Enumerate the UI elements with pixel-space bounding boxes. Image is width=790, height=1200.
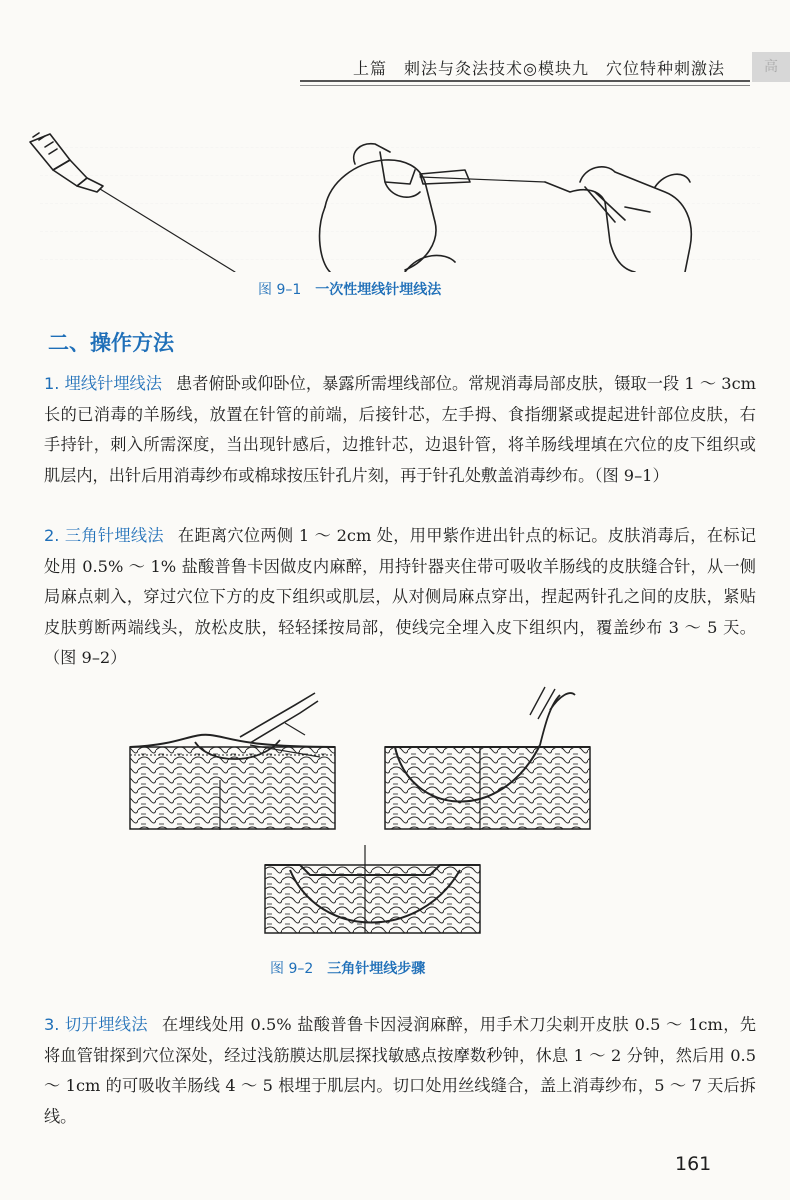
paragraph-text: 在埋线处用 0.5% 盐酸普鲁卡因浸润麻醉，用手术刀尖刺开皮肤 0.5 ～ 1cm，先将血管钳探到穴位深处，经过浅筋膜达肌层探找敏感点按摩数秒钟，休息 1 ～ 2 分钟，然后用 0.5 ～ 1cm 的可吸收羊肠线 4 ～ 5 根埋于肌层内。切口处用丝线缝合，盖上消毒纱布，5 ～ 7 天后拆线。 xyxy=(44,1015,757,1126)
page-number: 161 xyxy=(675,1153,712,1175)
figure-title: 一次性埋线针埋线法 xyxy=(315,282,442,298)
paragraph-lead: 1. 埋线针埋线法 xyxy=(44,374,163,393)
paragraph-lead: 2. 三角针埋线法 xyxy=(44,526,164,545)
paragraph-3 xyxy=(44,1010,756,1132)
figure-9-1-illustration xyxy=(25,112,745,272)
paragraph-1 xyxy=(44,369,756,491)
section-title: 二、操作方法 xyxy=(48,331,174,355)
paragraph-lead: 3. 切开埋线法 xyxy=(44,1015,148,1034)
figure-9-2-caption xyxy=(270,958,425,978)
header-rule xyxy=(300,80,750,82)
header-text: 上篇 刺法与灸法技术◎模块九 穴位特种刺激法 xyxy=(353,59,725,78)
figure-9-2-illustration xyxy=(120,685,720,945)
figure-9-1-caption xyxy=(258,279,441,299)
paragraph-text: 患者俯卧或仰卧位，暴露所需埋线部位。常规消毒局部皮肤，镊取一段 1 ～ 3cm 长的已消毒的羊肠线，放置在针管的前端，后接针芯，左手拇、食指绷紧或提起进针部位皮肤，右手持针，刺入所需深度，当出现针感后，边推针芯，边退针管，将羊肠线埋填在穴位的皮下组织或肌层内，出针后用消毒纱布或棉球按压针孔片刻，再于针孔处敷盖消毒纱布。（图 9–1） xyxy=(44,374,757,485)
paragraph-text: 在距离穴位两侧 1 ～ 2cm 处，用甲紫作进出针点的标记。皮肤消毒后，在标记处用 0.5% ～ 1% 盐酸普鲁卡因做皮内麻醉，用持针器夹住带可吸收羊肠线的皮肤缝合针，从一侧局麻点刺入，穿过穴位下方的皮下组织或肌层，从对侧局麻点穿出，捏起两针孔之间的皮肤，紧贴皮肤剪断两端线头，放松皮肤，轻轻揉按局部，使线完全埋入皮下组织内，覆盖纱布 3 ～ 5 天。（图 9–2） xyxy=(44,526,757,667)
figure-number: 图 9–2 xyxy=(270,961,314,977)
paragraph-2 xyxy=(44,521,756,674)
header-rule-thin xyxy=(300,85,750,86)
figure-number: 图 9–1 xyxy=(258,282,302,298)
running-header xyxy=(300,52,790,82)
figure-title: 三角针埋线步骤 xyxy=(327,961,426,977)
header-tab: 高 xyxy=(752,52,790,82)
